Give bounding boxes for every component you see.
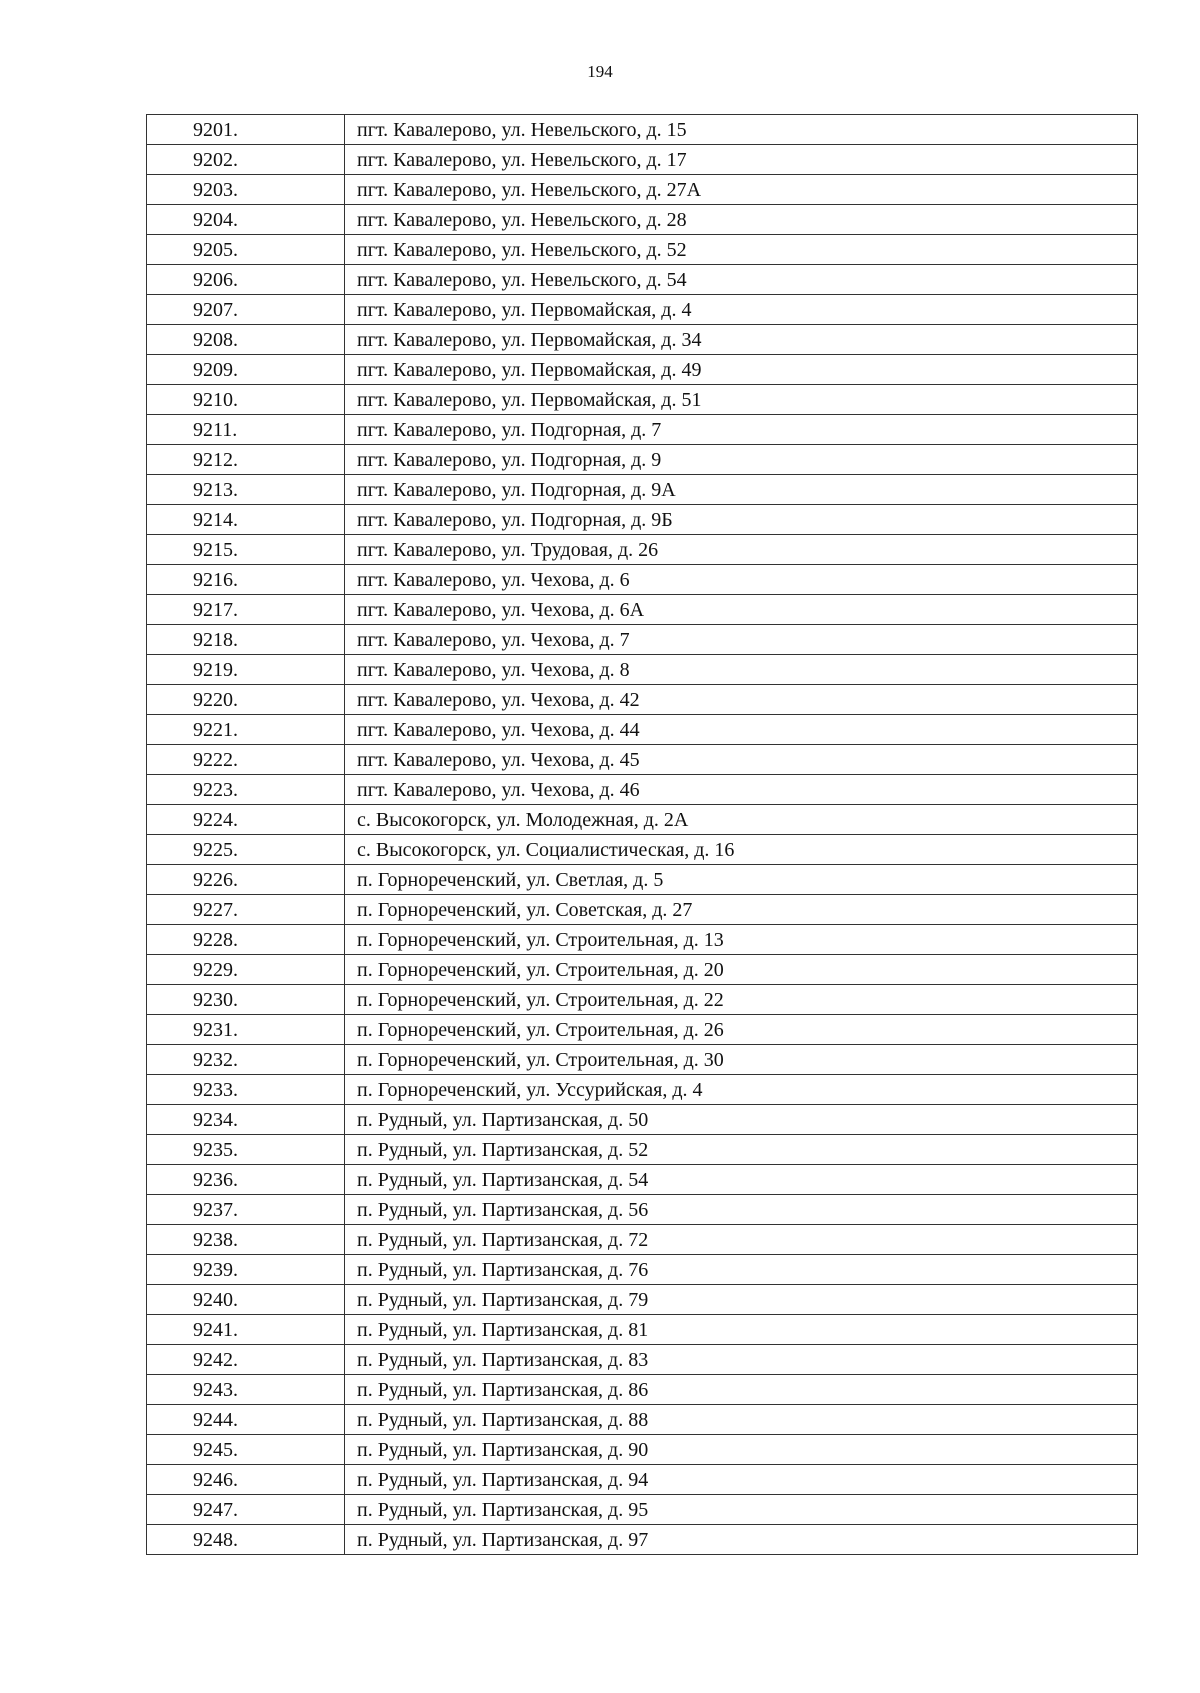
table-row xyxy=(147,505,1138,535)
table-row xyxy=(147,835,1138,865)
address-cell: пгт. Кавалерово, ул. Невельского, д. 15 xyxy=(345,115,1138,145)
address-cell: пгт. Кавалерово, ул. Невельского, д. 27А xyxy=(345,175,1138,205)
address-cell: пгт. Кавалерово, ул. Подгорная, д. 9А xyxy=(345,475,1138,505)
address-cell: п. Рудный, ул. Партизанская, д. 76 xyxy=(345,1255,1138,1285)
address-cell: п. Горнореченский, ул. Светлая, д. 5 xyxy=(345,865,1138,895)
row-number-cell: 9211. xyxy=(147,415,345,445)
row-number-cell: 9234. xyxy=(147,1105,345,1135)
address-cell: пгт. Кавалерово, ул. Чехова, д. 8 xyxy=(345,655,1138,685)
address-cell: пгт. Кавалерово, ул. Невельского, д. 28 xyxy=(345,205,1138,235)
row-number-cell: 9237. xyxy=(147,1195,345,1225)
row-number-cell: 9235. xyxy=(147,1135,345,1165)
table-row xyxy=(147,235,1138,265)
table-row xyxy=(147,1015,1138,1045)
table-row xyxy=(147,1135,1138,1165)
row-number-cell: 9227. xyxy=(147,895,345,925)
row-number-cell: 9205. xyxy=(147,235,345,265)
row-number-cell: 9239. xyxy=(147,1255,345,1285)
table-row xyxy=(147,175,1138,205)
row-number-cell: 9230. xyxy=(147,985,345,1015)
row-number-cell: 9236. xyxy=(147,1165,345,1195)
row-number-cell: 9208. xyxy=(147,325,345,355)
table-row xyxy=(147,145,1138,175)
row-number-cell: 9247. xyxy=(147,1495,345,1525)
table-row xyxy=(147,1195,1138,1225)
row-number-cell: 9243. xyxy=(147,1375,345,1405)
table-row xyxy=(147,1225,1138,1255)
row-number-cell: 9248. xyxy=(147,1525,345,1555)
row-number-cell: 9244. xyxy=(147,1405,345,1435)
address-cell: п. Рудный, ул. Партизанская, д. 81 xyxy=(345,1315,1138,1345)
table-row xyxy=(147,775,1138,805)
address-cell: пгт. Кавалерово, ул. Чехова, д. 44 xyxy=(345,715,1138,745)
table-row xyxy=(147,1375,1138,1405)
table-row xyxy=(147,1045,1138,1075)
table-row xyxy=(147,355,1138,385)
table-row xyxy=(147,535,1138,565)
address-cell: п. Горнореченский, ул. Строительная, д. 20 xyxy=(345,955,1138,985)
row-number-cell: 9221. xyxy=(147,715,345,745)
table-row xyxy=(147,595,1138,625)
table-row xyxy=(147,1405,1138,1435)
address-cell: п. Рудный, ул. Партизанская, д. 56 xyxy=(345,1195,1138,1225)
row-number-cell: 9226. xyxy=(147,865,345,895)
address-cell: п. Рудный, ул. Партизанская, д. 90 xyxy=(345,1435,1138,1465)
table-row xyxy=(147,1465,1138,1495)
address-cell: п. Рудный, ул. Партизанская, д. 94 xyxy=(345,1465,1138,1495)
row-number-cell: 9214. xyxy=(147,505,345,535)
table-row xyxy=(147,1435,1138,1465)
address-cell: пгт. Кавалерово, ул. Подгорная, д. 9 xyxy=(345,445,1138,475)
address-cell: пгт. Кавалерово, ул. Первомайская, д. 49 xyxy=(345,355,1138,385)
address-cell: с. Высокогорск, ул. Социалистическая, д. 16 xyxy=(345,835,1138,865)
address-cell: п. Горнореченский, ул. Строительная, д. 30 xyxy=(345,1045,1138,1075)
address-cell: пгт. Кавалерово, ул. Трудовая, д. 26 xyxy=(345,535,1138,565)
address-cell: пгт. Кавалерово, ул. Чехова, д. 7 xyxy=(345,625,1138,655)
address-cell: пгт. Кавалерово, ул. Первомайская, д. 4 xyxy=(345,295,1138,325)
address-cell: п. Горнореченский, ул. Советская, д. 27 xyxy=(345,895,1138,925)
table-row xyxy=(147,655,1138,685)
table-row xyxy=(147,625,1138,655)
address-cell: п. Рудный, ул. Партизанская, д. 54 xyxy=(345,1165,1138,1195)
row-number-cell: 9206. xyxy=(147,265,345,295)
row-number-cell: 9219. xyxy=(147,655,345,685)
row-number-cell: 9224. xyxy=(147,805,345,835)
row-number-cell: 9220. xyxy=(147,685,345,715)
address-cell: пгт. Кавалерово, ул. Чехова, д. 46 xyxy=(345,775,1138,805)
row-number-cell: 9240. xyxy=(147,1285,345,1315)
row-number-cell: 9213. xyxy=(147,475,345,505)
row-number-cell: 9210. xyxy=(147,385,345,415)
address-cell: п. Рудный, ул. Партизанская, д. 88 xyxy=(345,1405,1138,1435)
address-cell: п. Горнореченский, ул. Строительная, д. 26 xyxy=(345,1015,1138,1045)
row-number-cell: 9209. xyxy=(147,355,345,385)
address-cell: п. Рудный, ул. Партизанская, д. 79 xyxy=(345,1285,1138,1315)
address-cell: п. Горнореченский, ул. Строительная, д. 13 xyxy=(345,925,1138,955)
address-cell: п. Рудный, ул. Партизанская, д. 50 xyxy=(345,1105,1138,1135)
table-row xyxy=(147,1165,1138,1195)
page-number: 194 xyxy=(587,62,613,81)
table-row xyxy=(147,1075,1138,1105)
address-table-body xyxy=(147,115,1138,1555)
row-number-cell: 9201. xyxy=(147,115,345,145)
row-number-cell: 9217. xyxy=(147,595,345,625)
row-number-cell: 9242. xyxy=(147,1345,345,1375)
address-cell: п. Рудный, ул. Партизанская, д. 86 xyxy=(345,1375,1138,1405)
table-row xyxy=(147,415,1138,445)
row-number-cell: 9218. xyxy=(147,625,345,655)
address-cell: пгт. Кавалерово, ул. Невельского, д. 54 xyxy=(345,265,1138,295)
address-cell: пгт. Кавалерово, ул. Подгорная, д. 7 xyxy=(345,415,1138,445)
table-row xyxy=(147,685,1138,715)
row-number-cell: 9223. xyxy=(147,775,345,805)
table-row xyxy=(147,1345,1138,1375)
row-number-cell: 9245. xyxy=(147,1435,345,1465)
address-cell: п. Рудный, ул. Партизанская, д. 95 xyxy=(345,1495,1138,1525)
table-row xyxy=(147,265,1138,295)
table-row xyxy=(147,715,1138,745)
row-number-cell: 9207. xyxy=(147,295,345,325)
table-row xyxy=(147,1525,1138,1555)
table-row xyxy=(147,475,1138,505)
row-number-cell: 9233. xyxy=(147,1075,345,1105)
row-number-cell: 9203. xyxy=(147,175,345,205)
row-number-cell: 9202. xyxy=(147,145,345,175)
address-cell: пгт. Кавалерово, ул. Невельского, д. 52 xyxy=(345,235,1138,265)
table-row xyxy=(147,565,1138,595)
table-row xyxy=(147,115,1138,145)
table-row xyxy=(147,745,1138,775)
table-row xyxy=(147,925,1138,955)
row-number-cell: 9204. xyxy=(147,205,345,235)
table-row xyxy=(147,865,1138,895)
row-number-cell: 9215. xyxy=(147,535,345,565)
address-table xyxy=(146,114,1138,1555)
address-cell: пгт. Кавалерово, ул. Невельского, д. 17 xyxy=(345,145,1138,175)
row-number-cell: 9246. xyxy=(147,1465,345,1495)
address-cell: пгт. Кавалерово, ул. Подгорная, д. 9Б xyxy=(345,505,1138,535)
table-row xyxy=(147,955,1138,985)
table-row xyxy=(147,1105,1138,1135)
row-number-cell: 9232. xyxy=(147,1045,345,1075)
table-row xyxy=(147,805,1138,835)
table-row xyxy=(147,445,1138,475)
address-cell: пгт. Кавалерово, ул. Чехова, д. 6 xyxy=(345,565,1138,595)
address-cell: пгт. Кавалерово, ул. Чехова, д. 42 xyxy=(345,685,1138,715)
table-row xyxy=(147,295,1138,325)
row-number-cell: 9228. xyxy=(147,925,345,955)
row-number-cell: 9238. xyxy=(147,1225,345,1255)
address-cell: пгт. Кавалерово, ул. Чехова, д. 6А xyxy=(345,595,1138,625)
address-cell: пгт. Кавалерово, ул. Первомайская, д. 51 xyxy=(345,385,1138,415)
address-cell: с. Высокогорск, ул. Молодежная, д. 2А xyxy=(345,805,1138,835)
address-cell: п. Горнореченский, ул. Строительная, д. 22 xyxy=(345,985,1138,1015)
address-cell: п. Рудный, ул. Партизанская, д. 52 xyxy=(345,1135,1138,1165)
table-row xyxy=(147,1315,1138,1345)
table-row xyxy=(147,1255,1138,1285)
address-cell: п. Рудный, ул. Партизанская, д. 72 xyxy=(345,1225,1138,1255)
table-row xyxy=(147,1285,1138,1315)
address-cell: пгт. Кавалерово, ул. Чехова, д. 45 xyxy=(345,745,1138,775)
address-cell: п. Рудный, ул. Партизанская, д. 83 xyxy=(345,1345,1138,1375)
row-number-cell: 9229. xyxy=(147,955,345,985)
row-number-cell: 9222. xyxy=(147,745,345,775)
row-number-cell: 9212. xyxy=(147,445,345,475)
table-row xyxy=(147,895,1138,925)
row-number-cell: 9225. xyxy=(147,835,345,865)
address-cell: п. Горнореченский, ул. Уссурийская, д. 4 xyxy=(345,1075,1138,1105)
table-row xyxy=(147,325,1138,355)
table-row xyxy=(147,1495,1138,1525)
row-number-cell: 9216. xyxy=(147,565,345,595)
table-row xyxy=(147,385,1138,415)
row-number-cell: 9241. xyxy=(147,1315,345,1345)
row-number-cell: 9231. xyxy=(147,1015,345,1045)
table-row xyxy=(147,205,1138,235)
address-cell: пгт. Кавалерово, ул. Первомайская, д. 34 xyxy=(345,325,1138,355)
table-row xyxy=(147,985,1138,1015)
address-cell: п. Рудный, ул. Партизанская, д. 97 xyxy=(345,1525,1138,1555)
